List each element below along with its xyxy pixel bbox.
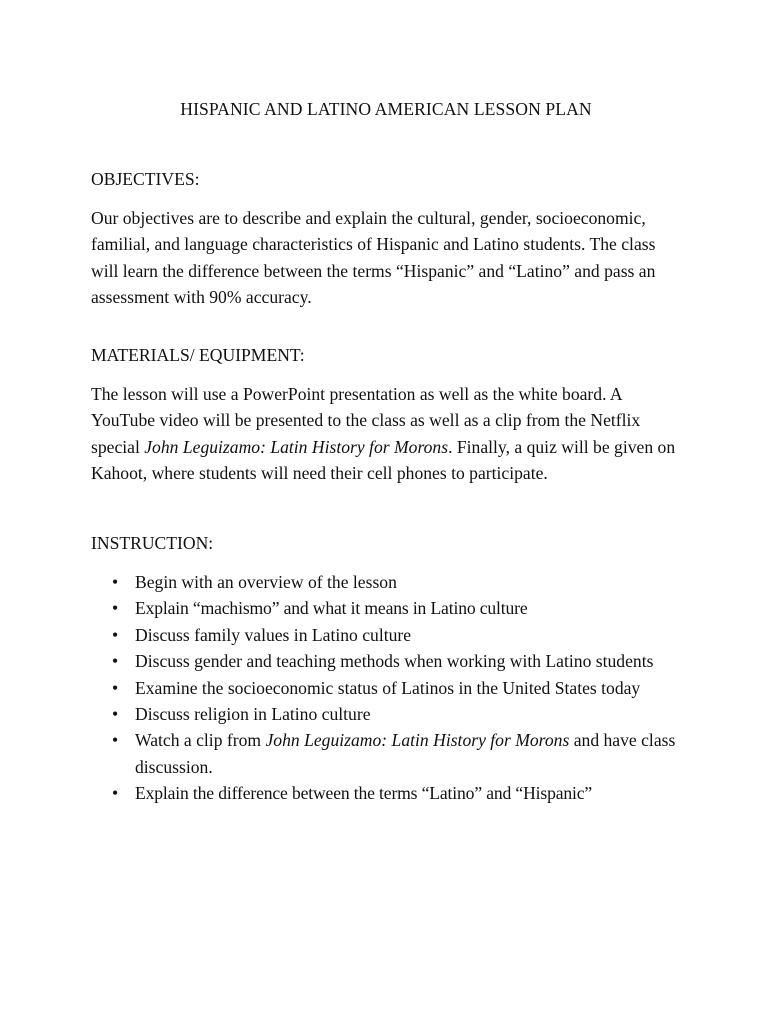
page-title: HISPANIC AND LATINO AMERICAN LESSON PLAN [180,99,592,119]
instruction-item-text: Explain “machismo” and what it means in Latino culture [135,598,528,619]
instruction-item-text-end: and have class discussion. [135,730,676,777]
objectives-heading: OBJECTIVES: [91,169,200,190]
materials-paragraph [91,381,681,487]
bullet-icon: • [112,624,119,645]
instruction-item [91,595,681,621]
instruction-item [91,780,681,806]
materials-text-start: The lesson will use a PowerPoint presentation as well as the white board. A YouTube video will be presented to the class as well as a clip from the Netflix special [91,383,641,457]
instruction-item-text: Examine the socioeconomic status of Latinos in the United States today [135,677,641,698]
instruction-item-text: Discuss gender and teaching methods when working with Latino students [135,651,654,672]
bullet-icon: • [112,677,119,698]
instruction-item [91,569,681,595]
instruction-item-text: Discuss religion in Latino culture [135,703,371,724]
instruction-item [91,622,681,648]
instruction-item-text: Begin with an overview of the lesson [135,571,397,592]
materials-text-end: . Finally, a quiz will be given on Kahoot, where students will need their cell phones to participate. [91,436,676,484]
instruction-item [91,727,681,780]
bullet-icon: • [112,651,119,672]
document-page [91,96,681,807]
bullet-icon: • [112,783,119,804]
objectives-paragraph: Our objectives are to describe and explain the cultural, gender, socioeconomic, familial, and language characteristics of Hispanic and Latino students. The class will learn the difference between the terms “Hispanic” and “Latino” and pass an assessment with 90% accuracy. [91,207,656,308]
instruction-item-text-start: Watch a clip from [135,730,266,751]
bullet-icon: • [112,730,119,751]
instruction-item-text: Discuss family values in Latino culture [135,624,412,645]
bullet-icon: • [112,571,119,592]
instruction-heading: INSTRUCTION: [91,533,214,554]
materials-special-title: John Leguizamo: Latin History for Morons [144,436,449,457]
instruction-list [91,569,681,807]
instruction-special-title: John Leguizamo: Latin History for Morons [265,730,570,751]
instruction-item-text: Explain the difference between the terms “Latino” and “Hispanic” [135,783,593,804]
materials-heading: MATERIALS/ EQUIPMENT: [91,345,305,366]
instruction-item [91,701,681,727]
instruction-item [91,675,681,701]
instruction-item [91,648,681,674]
bullet-icon: • [112,598,119,619]
bullet-icon: • [112,703,119,724]
